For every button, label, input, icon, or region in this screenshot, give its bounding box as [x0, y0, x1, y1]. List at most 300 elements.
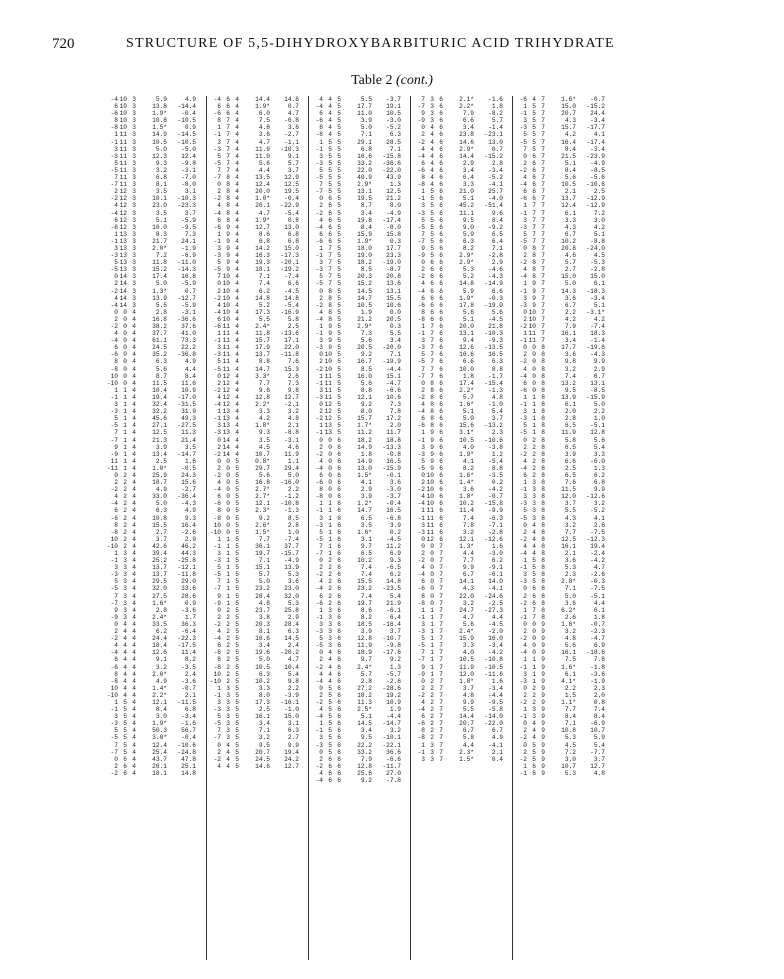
table-row [411, 720, 512, 727]
table-row [104, 522, 206, 529]
table-cell: 33.2 [357, 748, 372, 756]
table-cell: 5 [235, 471, 239, 479]
table-cell: 36.1 [255, 542, 270, 550]
table-cell: 6 [430, 301, 434, 309]
table-row [309, 124, 410, 131]
table-cell: 2 [523, 351, 527, 359]
table-cell: -36.6 [177, 315, 196, 323]
table-cell: 5 [337, 308, 341, 316]
table-cell: 12.9 [284, 174, 299, 182]
table-cell: 1 [328, 507, 332, 515]
table-cell: -19.0 [382, 259, 401, 267]
table-cell: 16.5 [488, 351, 503, 359]
table-cell: 0 [123, 372, 127, 380]
table-cell: 5 [532, 741, 536, 749]
table-cell: 9 [532, 301, 536, 309]
table-cell: 6 [337, 720, 341, 728]
table-cell: 2 [430, 698, 434, 706]
table-cell: -18.3 [586, 287, 605, 295]
table-cell: -8 [110, 365, 118, 373]
table-cell: 6.8 [593, 479, 605, 487]
table-cell: 4 [523, 266, 527, 274]
table-row [309, 422, 410, 429]
table-cell: 5 [235, 677, 239, 685]
table-cell: -8 [213, 514, 221, 522]
table-cell: -3 [417, 450, 425, 458]
table-cell: 1.8 [360, 450, 372, 458]
table-cell: 0 [319, 557, 323, 565]
table-row [309, 103, 410, 110]
table-cell: 0 [523, 585, 527, 593]
table-cell: -4 [519, 372, 527, 380]
table-row [309, 415, 410, 422]
table-row [513, 273, 614, 280]
table-cell: 6.6 [462, 358, 474, 366]
table-cell: 19.5 [357, 195, 372, 203]
table-row [207, 295, 308, 302]
table-cell: -4.5 [488, 315, 503, 323]
table-cell: 0 [319, 287, 323, 295]
table-cell: -7 [110, 181, 118, 189]
table-cell: -2 [110, 635, 118, 643]
table-cell: 1.8* [459, 677, 474, 685]
table-cell: 4 [132, 542, 136, 550]
table-cell: -8 [315, 131, 323, 139]
table-cell: 15.6 [459, 422, 474, 430]
table-cell: 7.7 [258, 379, 270, 387]
table-cell: -0.4 [181, 110, 196, 118]
table-cell: 5 [328, 720, 332, 728]
table-cell: 10 [213, 521, 221, 529]
table-cell: 4 [226, 741, 230, 749]
table-cell: -5.9 [181, 301, 196, 309]
table-cell: 16.1 [561, 649, 576, 657]
table-cell: 11 [119, 145, 127, 153]
table-cell: 5 [337, 344, 341, 352]
table-row [309, 330, 410, 337]
table-cell: 3 [132, 138, 136, 146]
table-cell: 6.7 [593, 372, 605, 380]
table-cell: 10.9 [181, 386, 196, 394]
table-cell: 7 [541, 96, 545, 103]
table-cell: -5.1 [590, 592, 605, 600]
table-cell: 4 [132, 628, 136, 636]
table-cell: 25.4 [152, 748, 167, 756]
table-cell: 7 [114, 741, 118, 749]
table-cell: -7 [417, 237, 425, 245]
table-cell: 4.0 [462, 649, 474, 657]
table-cell: 8.7 [360, 202, 372, 210]
table-cell: 5.0 [155, 145, 167, 153]
table-cell: 4 [430, 124, 434, 132]
table-row [411, 160, 512, 167]
table-cell: 1.9* [152, 110, 167, 118]
table-cell: 4 [132, 330, 136, 338]
table-cell: 1.8 [462, 372, 474, 380]
table-cell: 7 [439, 670, 443, 678]
table-cell: 19.7 [255, 550, 270, 557]
table-cell: 3 [132, 166, 136, 174]
table-row [104, 557, 206, 564]
table-cell: 37.7 [284, 542, 299, 550]
table-cell: 2.7* [255, 486, 270, 494]
table-row [104, 408, 206, 415]
table-cell: 7 [114, 174, 118, 182]
table-cell: 3 [421, 755, 425, 763]
table-row [309, 174, 410, 181]
table-cell: 8 [541, 578, 545, 586]
table-cell: -2 [417, 393, 425, 401]
table-cell: 1.3* [459, 542, 474, 550]
table-cell: 1 [532, 670, 536, 678]
table-cell: -5 [213, 720, 221, 728]
table-cell: 4.5 [593, 252, 605, 260]
table-cell: 3.7 [462, 684, 474, 692]
table-cell: 7 [226, 138, 230, 146]
table-cell: 4.8 [491, 393, 503, 401]
table-cell: 8 [541, 415, 545, 423]
table-cell: 9.3 [184, 514, 196, 522]
table-cell: -22.3 [177, 635, 196, 643]
table-cell: 4 [132, 521, 136, 529]
table-row [411, 458, 512, 465]
table-cell: 5 [337, 315, 341, 323]
table-cell: 22.0 [459, 592, 474, 600]
table-cell: 5 [235, 748, 239, 756]
table-cell: 6 [337, 479, 341, 487]
table-cell: 0 [123, 358, 127, 366]
table-row [513, 323, 614, 330]
table-row [207, 571, 308, 578]
table-cell: 1.6* [561, 96, 576, 103]
table-cell: 9 [328, 344, 332, 352]
table-cell: 16.5 [386, 457, 401, 465]
table-row [207, 515, 308, 522]
table-row [207, 110, 308, 117]
table-cell: 7 [532, 613, 536, 621]
table-cell: 9 [541, 748, 545, 756]
table-cell: 9.9 [593, 358, 605, 366]
table-cell: 3.9 [360, 628, 372, 636]
table-cell: 6 [337, 691, 341, 699]
table-cell: 4 [235, 365, 239, 373]
table-cell: 4 [328, 677, 332, 685]
table-cell: -15.2 [586, 103, 605, 111]
table-cell: -5 [110, 266, 118, 274]
table-cell: 0 [226, 464, 230, 472]
table-cell: 17.4 [459, 379, 474, 387]
table-cell: 4 [123, 656, 127, 664]
table-row [309, 678, 410, 685]
table-cell: 3 [430, 110, 434, 118]
table-cell: 6 [337, 642, 341, 650]
table-cell: 4 [132, 479, 136, 487]
table-cell: 4.1 [593, 131, 605, 139]
table-cell: -10.3 [177, 195, 196, 203]
table-cell: 0 [532, 386, 536, 394]
table-cell: -8.0 [386, 223, 401, 231]
table-row [309, 664, 410, 671]
table-cell: -2 [417, 273, 425, 281]
table-cell: 0 [226, 500, 230, 508]
table-cell: 5.6 [462, 620, 474, 628]
table-row [207, 245, 308, 252]
table-row [411, 337, 512, 344]
table-cell: 5 [337, 379, 341, 387]
table-row [411, 429, 512, 436]
table-cell: 1.3* [152, 287, 167, 295]
table-cell: 9 [226, 252, 230, 260]
table-cell: 11.9 [255, 145, 270, 153]
table-cell: -10.6 [177, 741, 196, 749]
table-cell: 4 [132, 755, 136, 763]
table-cell: -20.2 [280, 649, 299, 657]
table-cell: 4 [132, 464, 136, 472]
table-cell: 3 [132, 181, 136, 189]
table-cell: 7 [532, 209, 536, 217]
table-row [207, 366, 308, 373]
table-cell: 7 [439, 656, 443, 664]
table-cell: 0 [319, 748, 323, 756]
table-row [207, 238, 308, 245]
table-cell: 12.4 [561, 202, 576, 210]
table-cell: 11.4 [459, 507, 474, 515]
table-cell: 5 [421, 457, 425, 465]
table-cell: -2.1 [284, 401, 299, 409]
table-row [309, 614, 410, 621]
table-cell: 13.5 [255, 174, 270, 182]
table-row [411, 387, 512, 394]
table-cell: 0 [226, 457, 230, 465]
table-cell: 2.5* [357, 706, 372, 714]
table-row [309, 380, 410, 387]
table-cell: 4 [132, 493, 136, 501]
table-cell: -1.3 [488, 386, 503, 394]
table-cell: 13 [119, 259, 127, 267]
table-row [411, 550, 512, 557]
table-cell: 14.8 [284, 294, 299, 302]
table-cell: 1 [226, 550, 230, 557]
table-cell: 2.0* [152, 244, 167, 252]
table-cell: 8.2 [184, 656, 196, 664]
table-cell: 22.0 [284, 344, 299, 352]
table-cell: 0.9 [184, 599, 196, 607]
table-cell: 37.6 [181, 323, 196, 330]
table-cell: 6 [439, 507, 443, 515]
table-cell: 6 [226, 96, 230, 103]
table-cell: 3.9 [389, 521, 401, 529]
table-cell: 9 [541, 649, 545, 657]
table-cell: 2 [226, 606, 230, 614]
table-cell: 4 [421, 280, 425, 288]
table-cell: 2.9* [459, 259, 474, 267]
table-cell: 0 [123, 379, 127, 387]
table-cell: 9.3 [155, 159, 167, 167]
table-cell: 4 [132, 649, 136, 657]
table-cell: 9.4 [462, 337, 474, 345]
table-cell: 5 [319, 166, 323, 174]
table-cell: 4 [235, 337, 239, 345]
table-cell: 6.3 [287, 628, 299, 636]
table-row [104, 401, 206, 408]
table-cell: 1.4* [459, 479, 474, 487]
table-row [309, 117, 410, 124]
table-row [411, 706, 512, 713]
table-cell: -17.3 [280, 252, 299, 260]
table-cell: 1 [523, 656, 527, 664]
table-cell: 2.1 [184, 691, 196, 699]
table-cell: -4 [110, 500, 118, 508]
table-cell: 4 [235, 287, 239, 295]
table-row [411, 408, 512, 415]
table-cell: 24.3 [181, 471, 196, 479]
table-cell: -22.0 [382, 166, 401, 174]
table-cell: 12 [119, 223, 127, 231]
table-cell: 0 [421, 259, 425, 267]
table-cell: 3 [430, 103, 434, 111]
table-row [207, 664, 308, 671]
table-cell: 7 [430, 358, 434, 366]
table-row [309, 273, 410, 280]
table-row [104, 585, 206, 592]
table-cell: 0 [523, 436, 527, 444]
table-cell: 3 [421, 521, 425, 529]
table-cell: -3 [519, 677, 527, 685]
table-cell: -3 [110, 252, 118, 260]
table-row [207, 188, 308, 195]
table-row [104, 529, 206, 536]
table-cell: 7 [541, 330, 545, 338]
table-row [309, 472, 410, 479]
table-cell: 7 [217, 727, 221, 735]
table-cell: 2.8 [287, 521, 299, 529]
table-cell: 9 [430, 457, 434, 465]
table-cell: 12 [222, 372, 230, 380]
table-cell: 6.5 [360, 514, 372, 522]
table-cell: 11 [119, 152, 127, 160]
table-cell: 5 [123, 748, 127, 756]
table-cell: 5.9 [462, 230, 474, 238]
table-cell: 3 [532, 713, 536, 721]
table-cell: 3 [123, 550, 127, 557]
table-row [207, 429, 308, 436]
table-cell: 5 [337, 294, 341, 302]
table-cell: -6.3 [488, 514, 503, 522]
table-cell: 0 [123, 365, 127, 373]
table-cell: 25.9 [152, 471, 167, 479]
table-row [207, 181, 308, 188]
table-row [104, 692, 206, 699]
table-cell: -10.5 [484, 663, 503, 671]
table-cell: -0.8 [386, 450, 401, 458]
table-row [309, 160, 410, 167]
table-cell: 10 [222, 287, 230, 295]
table-cell: 6 [439, 521, 443, 529]
table-cell: -51.4 [484, 202, 503, 210]
table-cell: 5.1 [593, 230, 605, 238]
table-cell: 0 [532, 620, 536, 628]
table-cell: 11.0 [255, 152, 270, 160]
table-cell: 4 [132, 365, 136, 373]
table-cell: 8 [541, 550, 545, 557]
table-cell: -6.1 [386, 606, 401, 614]
table-cell: 6 [337, 684, 341, 692]
table-cell: 6 [532, 769, 536, 777]
table-cell: 5 [421, 351, 425, 359]
table-cell: 1.9 [389, 706, 401, 714]
table-cell: 49.3 [181, 415, 196, 423]
table-row [513, 685, 614, 692]
table-cell: 12 [119, 209, 127, 217]
table-cell: 4 [132, 372, 136, 380]
table-cell: 9 [532, 294, 536, 302]
table-cell: 12 [426, 535, 434, 543]
table-cell: 5 [235, 635, 239, 643]
table-cell: 7 [328, 252, 332, 260]
table-cell: 4 [328, 131, 332, 139]
table-cell: 2.9* [459, 145, 474, 153]
table-cell: 3 [123, 578, 127, 586]
table-cell: -0.4 [181, 734, 196, 742]
table-cell: 7.4 [462, 514, 474, 522]
table-cell: 3 [123, 571, 127, 579]
table-cell: 20.8 [561, 244, 576, 252]
table-cell: 5.1 [462, 195, 474, 203]
table-cell: 13.1 [357, 188, 372, 196]
table-cell: 5 [337, 429, 341, 437]
table-cell: 3 [319, 337, 323, 345]
table-cell: 6 [439, 429, 443, 437]
table-cell: 9 [541, 769, 545, 777]
table-cell: 4 [217, 479, 221, 487]
table-cell: -19.0 [484, 301, 503, 309]
table-cell: 6 [337, 748, 341, 756]
table-cell: 9.6 [258, 386, 270, 394]
table-cell: 3.4 [360, 209, 372, 217]
table-row [104, 351, 206, 358]
table-cell: 12 [222, 393, 230, 401]
table-cell: 0.7 [287, 103, 299, 111]
table-cell: 1.8* [459, 493, 474, 501]
table-cell: 4 [421, 401, 425, 409]
table-cell: -36.4 [177, 493, 196, 501]
table-cell: 2 [114, 479, 118, 487]
table-cell: 6 [337, 628, 341, 636]
table-cell: -6 [417, 422, 425, 430]
table-cell: -5.4 [284, 301, 299, 309]
table-cell: 3 [523, 408, 527, 416]
table-cell: 6 [439, 479, 443, 487]
table-cell: 7.8 [389, 408, 401, 416]
table-row [104, 146, 206, 153]
table-cell: -4.3 [488, 273, 503, 281]
table-cell: 2.7 [287, 734, 299, 742]
table-cell: 5 [235, 599, 239, 607]
table-cell: 8 [541, 585, 545, 593]
table-cell: 1.6* [561, 620, 576, 628]
table-cell: -7 [110, 748, 118, 756]
table-row [104, 649, 206, 656]
table-row [309, 181, 410, 188]
table-cell: -11 [106, 464, 118, 472]
table-cell: 32.4 [152, 401, 167, 409]
table-cell: 3.2 [564, 365, 576, 373]
table-cell: 7 [541, 110, 545, 118]
table-row [513, 593, 614, 600]
table-cell: 17.7 [357, 103, 372, 111]
table-row [207, 628, 308, 635]
table-cell: 0 [328, 436, 332, 444]
